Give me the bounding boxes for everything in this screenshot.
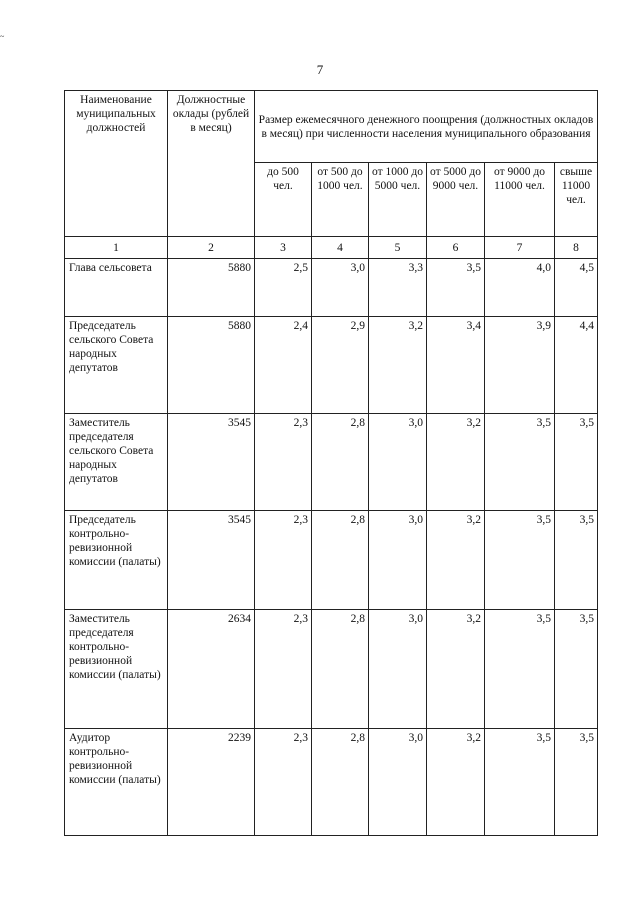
bonus-cell: 2,4 [255, 317, 312, 414]
bonus-cell: 3,5 [427, 259, 485, 317]
position-cell: Заместитель председателя контрольно-ревизионной комиссии (палаты) [65, 610, 168, 729]
salary-cell: 3545 [168, 511, 255, 610]
header-band-2: от 500 до 1000 чел. [312, 163, 369, 237]
bonus-cell: 2,8 [312, 511, 369, 610]
bonus-cell: 3,5 [555, 414, 598, 511]
header-band-5: от 9000 до 11000 чел. [485, 163, 555, 237]
table-row [65, 259, 598, 317]
bonus-cell: 3,2 [427, 610, 485, 729]
header-band-4: от 5000 до 9000 чел. [427, 163, 485, 237]
bonus-cell: 3,0 [312, 259, 369, 317]
salary-table [64, 90, 598, 836]
column-number: 4 [312, 237, 369, 259]
bonus-cell: 3,3 [369, 259, 427, 317]
column-number: 3 [255, 237, 312, 259]
salary-cell: 5880 [168, 317, 255, 414]
bonus-cell: 4,0 [485, 259, 555, 317]
header-band-1: до 500 чел. [255, 163, 312, 237]
column-number: 2 [168, 237, 255, 259]
bonus-cell: 2,3 [255, 610, 312, 729]
bonus-cell: 4,4 [555, 317, 598, 414]
bonus-cell: 3,4 [427, 317, 485, 414]
bonus-cell: 2,8 [312, 610, 369, 729]
bonus-cell: 3,2 [427, 414, 485, 511]
column-number: 8 [555, 237, 598, 259]
bonus-cell: 3,0 [369, 610, 427, 729]
column-numbers-row [65, 237, 598, 259]
bonus-cell: 2,8 [312, 414, 369, 511]
position-cell: Глава сельсовета [65, 259, 168, 317]
column-number: 1 [65, 237, 168, 259]
bonus-cell: 3,5 [485, 414, 555, 511]
position-cell: Председатель контрольно-ревизионной комиссии (палаты) [65, 511, 168, 610]
salary-cell: 3545 [168, 414, 255, 511]
bonus-cell: 3,0 [369, 414, 427, 511]
salary-cell: 2239 [168, 729, 255, 836]
bonus-cell: 2,3 [255, 511, 312, 610]
bonus-cell: 2,3 [255, 414, 312, 511]
position-cell: Заместитель председателя сельского Совета народных депутатов [65, 414, 168, 511]
column-number: 7 [485, 237, 555, 259]
salary-cell: 2634 [168, 610, 255, 729]
column-number: 6 [427, 237, 485, 259]
table-row [65, 610, 598, 729]
table-row [65, 414, 598, 511]
table-row [65, 511, 598, 610]
bonus-cell: 2,9 [312, 317, 369, 414]
page-number: 7 [316, 62, 324, 77]
bonus-cell: 3,5 [485, 610, 555, 729]
bonus-cell: 3,2 [427, 511, 485, 610]
bonus-cell: 3,2 [427, 729, 485, 836]
margin-mark: ~ [0, 32, 5, 41]
salary-cell: 5880 [168, 259, 255, 317]
header-band-3: от 1000 до 5000 чел. [369, 163, 427, 237]
bonus-cell: 2,3 [255, 729, 312, 836]
bonus-cell: 3,5 [485, 729, 555, 836]
bonus-cell: 2,5 [255, 259, 312, 317]
position-cell: Аудитор контрольно-ревизионной комиссии (палаты) [65, 729, 168, 836]
header-position-name: Наименование муниципальных должностей [65, 91, 168, 237]
bonus-cell: 4,5 [555, 259, 598, 317]
table-row [65, 729, 598, 836]
bonus-cell: 3,9 [485, 317, 555, 414]
bonus-cell: 3,5 [555, 729, 598, 836]
bonus-cell: 3,0 [369, 511, 427, 610]
header-bonus-group: Размер ежемесячного денежного поощрения (должностных окладов в месяц) при численности населения муниципального образования [255, 91, 598, 163]
header-salary: Должностные оклады (рублей в месяц) [168, 91, 255, 237]
column-number: 5 [369, 237, 427, 259]
bonus-cell: 3,5 [555, 511, 598, 610]
bonus-cell: 2,8 [312, 729, 369, 836]
header-band-6: свыше 11000 чел. [555, 163, 598, 237]
position-cell: Председатель сельского Совета народных депутатов [65, 317, 168, 414]
bonus-cell: 3,0 [369, 729, 427, 836]
bonus-cell: 3,2 [369, 317, 427, 414]
table-row [65, 317, 598, 414]
bonus-cell: 3,5 [555, 610, 598, 729]
bonus-cell: 3,5 [485, 511, 555, 610]
